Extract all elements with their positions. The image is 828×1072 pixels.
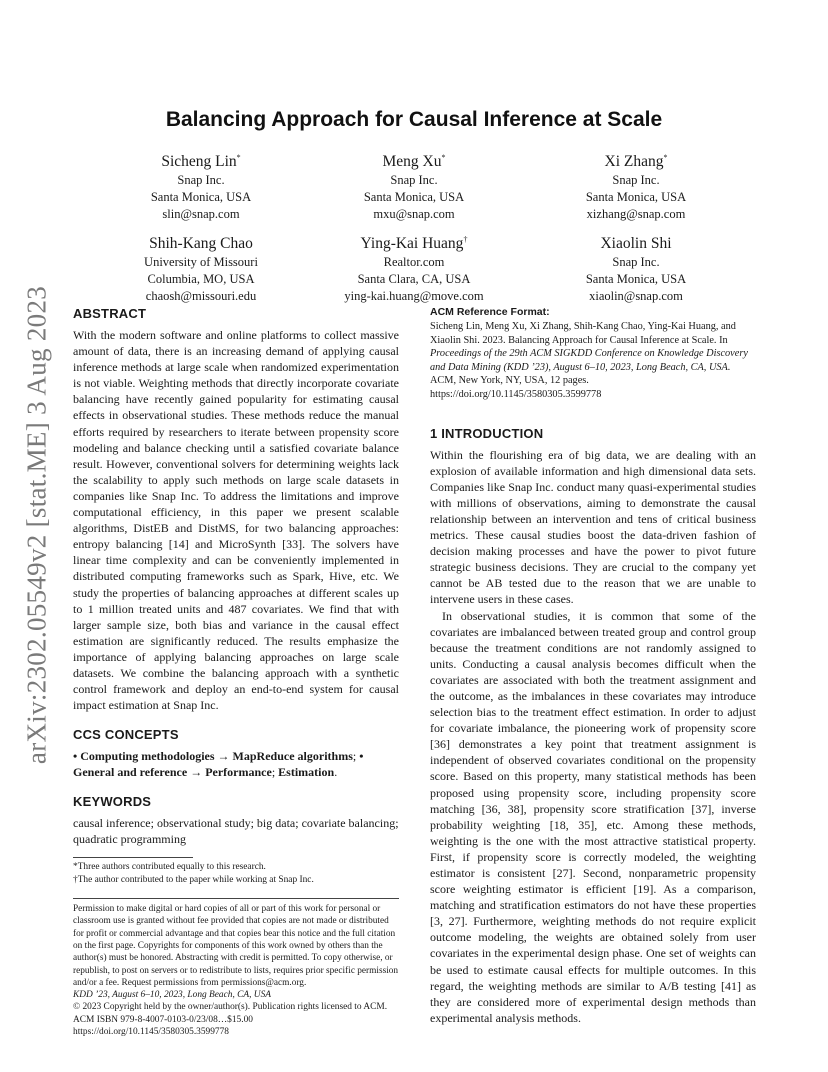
- abstract-text: With the modern software and online platforms to collect massive amount of data, there is an increasing demand of applying causal inference methods at large scale when randomized experimentation is not viable. Weighting methods that directly incorporate covariate balancing have recently gained popularity for estimating causal effects in observational studies. These methods reduce the manual efforts required by researchers to iterate between propensity score modeling and balance checking until a satisfied covariate balance result. However, conventional solvers for determining weights lack the scalability to apply such methods on large scale datasets in companies like Snap Inc. To address the limitations and improve computational efficiency, in this paper we present scalable algorithms, DistEB and DistMS, for two balancing approaches: entropy balancing [14] and MicroSynth [33]. The solvers have linear time complexity and can be conveniently implemented in distributed computing frameworks such as Spark, Hive, etc. We study the properties of balancing approaches at different scales up to 1 million treated units and 487 covariates. We find that with larger sample size, both bias and variance in the causal effect estimation are significantly reduced. The results emphasize the importance of applying balancing approaches on large scale datasets. We combine the balancing approach with a synthetic control framework and deploy an end-to-end system for causal impact estimation at Snap Inc.: [73, 328, 399, 713]
- author-email: chaosh@missouri.edu: [145, 289, 257, 304]
- author-affiliation: Snap Inc.: [612, 173, 660, 188]
- author-name: Sicheng Lin*: [161, 153, 241, 171]
- author-location: Columbia, MO, USA: [147, 272, 255, 287]
- footnote-divider: [73, 857, 193, 858]
- author-block: [314, 230, 514, 305]
- author-email: xiaolin@snap.com: [589, 289, 683, 304]
- ccs-heading: CCS CONCEPTS: [73, 727, 179, 743]
- author-location: Santa Monica, USA: [585, 272, 687, 287]
- doi-line: https://doi.org/10.1145/3580305.3599778: [73, 1027, 229, 1037]
- keywords-heading: KEYWORDS: [73, 794, 152, 810]
- left-column: [73, 306, 399, 1038]
- author-name: Meng Xu*: [382, 153, 446, 171]
- ccs-concepts: • Computing methodologies → MapReduce algorithms; • General and reference → Performance; Estimation.: [73, 749, 364, 780]
- right-column: [430, 306, 756, 1026]
- author-affiliation: Snap Inc.: [177, 173, 225, 188]
- keywords-text: causal inference; observational study; big data; covariate balancing; quadratic programming: [73, 816, 399, 847]
- author-affiliation: University of Missouri: [144, 255, 258, 270]
- author-block: [314, 148, 514, 223]
- introduction-heading: 1 INTRODUCTION: [430, 425, 544, 441]
- author-name: Xi Zhang*: [604, 153, 668, 171]
- footnote: †The author contributed to the paper while working at Snap Inc.: [73, 874, 314, 885]
- author-email: ying-kai.huang@move.com: [344, 289, 484, 304]
- author-email: xizhang@snap.com: [586, 207, 686, 222]
- author-location: Santa Monica, USA: [150, 190, 252, 205]
- author-affiliation: Snap Inc.: [390, 173, 438, 188]
- author-block: [536, 230, 736, 305]
- author-block: [536, 148, 736, 223]
- author-location: Santa Monica, USA: [585, 190, 687, 205]
- venue-line: KDD ’23, August 6–10, 2023, Long Beach, CA, USA: [73, 990, 271, 1001]
- author-name: Shih-Kang Chao: [149, 235, 253, 253]
- isbn-line: ACM ISBN 979-8-4007-0103-0/23/08…$15.00: [73, 1014, 253, 1025]
- permission-divider: [73, 898, 399, 899]
- author-affiliation: Snap Inc.: [612, 255, 660, 270]
- copyright-line: © 2023 Copyright held by the owner/author(s). Publication rights licensed to ACM.: [73, 1002, 388, 1013]
- arxiv-identifier-stamp: [17, 285, 57, 765]
- author-email: slin@snap.com: [162, 207, 240, 222]
- acm-reference-text: Sicheng Lin, Meng Xu, Xi Zhang, Shih-Kang Chao, Ying-Kai Huang, and Xiaolin Shi. 2023. Balancing Approach for Causal Inference at Scale. In Proceedings of the 29th ACM SIGKDD Conference on Knowledge Discovery and Data Mining (KDD ’23), August 6–10, 2023, Long Beach, CA, USA. ACM, New York, NY, USA, 12 pages. https://doi.org/10.1145/3580305.3599778: [430, 321, 748, 400]
- author-location: Santa Monica, USA: [363, 190, 465, 205]
- abstract-heading: ABSTRACT: [73, 306, 147, 321]
- footnote: *Three authors contributed equally to this research.: [73, 862, 266, 873]
- author-block: [101, 148, 301, 223]
- author-name: Xiaolin Shi: [600, 235, 672, 253]
- arxiv-identifier: arXiv:2302.05549v2 [stat.ME] 3 Aug 2023: [21, 285, 52, 765]
- intro-paragraph: Within the flourishing era of big data, we are dealing with an explosion of available information and high dimensional data sets. Companies like Snap Inc. conduct many quasi-experimental studies with millions of observations, aiming to demonstrate the causal relationship between an intervention and tens of critical business metrics. These causal studies boost the data-driven fashion of decision making processes and have the power to pivot future strategic business decisions. They are crucial to the company yet cannot be AB tested due to the reason that we are unable to intervene users in these cases.: [430, 447, 756, 607]
- author-email: mxu@snap.com: [373, 207, 455, 222]
- author-name: Ying-Kai Huang†: [360, 235, 468, 253]
- paper-title: Balancing Approach for Causal Inference at Scale: [165, 108, 663, 131]
- author-location: Santa Clara, CA, USA: [357, 272, 471, 287]
- intro-paragraph: In observational studies, it is common that some of the covariates are imbalanced between treated group and control group because the treatment conditions are not randomly assigned to units. Conducting a causal analysis becomes difficult when the covariates are associated with both the treatment assignment and the outcome, as the imbalances in these covariates may introduce selection bias to the treatment effect estimation. In order to adjust for covariate imbalance, the pioneering work of propensity score [36] demonstrates a key point that treatment assignment is independent of observed covariates conditional on the propensity score. Based on this property, many statistical methods has been proposed using propensity score, including propensity score matching [36, 38], propensity score stratification [37], inverse probability weighting [18, 35], etc. Among these methods, weighting is the one with the most attractive statistical property. First, if propensity score is correctly modeled, the weighting estimator is consistent [27]. Second, nonparametric propensity score weighting estimator is efficient [19]. As a comparison, matching and stratification estimators do not have these properties [3, 27]. Furthermore, weighting methods do not require explicit outcome modeling, the weights are obtained solely from user covariates in the experimental design phase. One set of weights can be used to estimate causal effects for multiple outcomes. In this regard, the weighting methods are similar to A/B testing [41] as they are considered more of experimental design methods than experimental analysis methods.: [430, 608, 756, 1025]
- acm-reference-heading: ACM Reference Format:: [430, 306, 550, 318]
- author-affiliation: Realtor.com: [383, 255, 445, 270]
- permission-text: Permission to make digital or hard copies of all or part of this work for personal or classroom use is granted without fee provided that copies are not made or distributed for profit or commercial advantage and that copies bear this notice and the full citation on the first page. Copyrights for components of this work owned by others than the author(s) must be honored. Abstracting with credit is permitted. To copy otherwise, or republish, to post on servers or to redistribute to lists, requires prior specific permission and/or a fee. Request permissions from permissions@acm.org.: [73, 904, 399, 988]
- author-block: [101, 230, 301, 305]
